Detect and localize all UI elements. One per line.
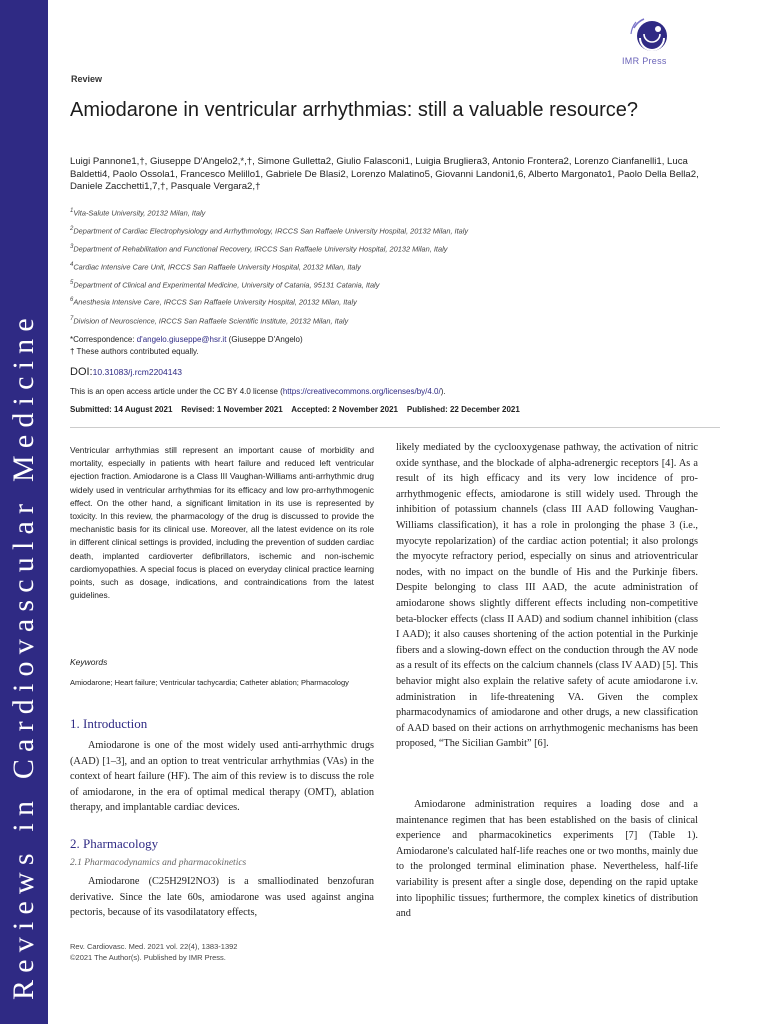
footer-copyright: ©2021 The Author(s). Published by IMR Press.	[70, 953, 226, 962]
equal-contribution-note: † These authors contributed equally.	[70, 347, 199, 356]
affiliation: $^1$Vita-Salute University, 20132 Milan, Italy	[70, 208, 206, 218]
journal-title: Reviews in Cardiovascular Medicine	[7, 311, 40, 1000]
article-type: Review	[71, 74, 103, 84]
affiliation: $^5$Department of Clinical and Experimental Medicine, University of Catania, 95131 Catania, Italy	[70, 280, 380, 290]
affiliation: $^6$Anesthesia Intensive Care, IRCCS San Raffaele University Hospital, 20132 Milan, Italy	[70, 297, 357, 307]
affiliation: $^7$Division of Neuroscience, IRCCS San Raffaele Scientific Institute, 20132 Milan, Italy	[70, 316, 349, 326]
affiliation: $^2$Department of Cardiac Electrophysiology and Arrhythmology, IRCCS San Raffaele University Hospital, 20132 Milan, Italy	[70, 226, 469, 236]
doi-link[interactable]: 10.31083/j.rcm2204143	[92, 367, 182, 377]
correspondence-email-link[interactable]: d'angelo.giuseppe@hsr.it	[136, 335, 227, 344]
introduction-text: Amiodarone is one of the most widely used anti-arrhythmic drugs (AAD) [1–3], and an option to treat ventricular arrhythmias (VAs) in the context of heart failure (HF). The aim of this review is to discuss the role of amiodarone, in the era of optimal medical therapy (OMT), ablation therapy, and implantable cardiac devices.	[70, 740, 374, 814]
publisher-name: IMR Press	[622, 56, 667, 66]
article-dates: Submitted: 14 August 2021 Revised: 1 November 2021 Accepted: 2 November 2021 Published: 22 December 2021	[70, 405, 520, 414]
pharmacology-subheading: 2.1 Pharmacodynamics and pharmacokinetics	[70, 858, 247, 868]
column2-paragraph-2: Amiodarone administration requires a loading dose and a maintenance regimen that has been established on the basis of clinical experience and pharmacokinetics experiments [7] (Table 1). Amiodarone's calculated half-life reaches one or two months, mainly due to the prolonged terminal elimination phase. Nevertheless, half-life variability is present after a single dose, depending on the rapid uptake into lipophilic tissues; furthermore, the complex kinetics of distribution and	[396, 799, 698, 920]
doi: DOI:10.31083/j.rcm2204143	[70, 366, 182, 378]
keywords-heading: Keywords	[70, 657, 108, 667]
journal-sidebar	[0, 0, 48, 1024]
license-link[interactable]: https://creativecommons.org/licenses/by/4.0/	[282, 387, 441, 396]
pharmacology-heading: 2. Pharmacology	[70, 836, 159, 851]
introduction-heading: 1. Introduction	[70, 716, 148, 731]
article-title: Amiodarone in ventricular arrhythmias: still a valuable resource?	[70, 99, 639, 121]
abstract: Ventricular arrhythmias still represent an important cause of morbidity and mortality, especially in patients with heart failure and reduced left ventricular ejection fraction. Amiodarone is a Class III Vaughan-Williams anti-arrhythmic drug widely used in ventricular arrhythmias for its efficacy and low pro-arrhythmogenic effect. On the other hand, a significant limitation in its use is represented by toxicity. In this review, the pharmacology of the drug is discussed to provide the mechanistic basis for its clinical use. Moreover, all the latest evidence on its role in different clinical settings is provided, including the prevention of sudden cardiac death, implanted cardioverter defibrillators, ischemic and non-ischemic cardiomyopathies. A special focus is placed on everyday clinical practice learning points, such as dosage, indications, and contraindications from the latest guidelines.	[70, 445, 374, 601]
affiliation: $^4$Cardiac Intensive Care Unit, IRCCS San Raffaele University Hospital, 20132 Milan, Italy	[70, 262, 361, 272]
license-note: This is an open access article under the CC BY 4.0 license (https://creativecommons.org/licenses/by/4.0/).	[70, 387, 446, 396]
pharmacology-text: Amiodarone (C25H29I2NO3) is a smalliodinated benzofuran derivative. Since the late 60s, amiodarone was used against angina pectoris, because of its vasodilatatory effects,	[70, 876, 374, 919]
correspondence: *Correspondence: d'angelo.giuseppe@hsr.it (Giuseppe D'Angelo)	[70, 335, 303, 344]
footer-citation: Rev. Cardiovasc. Med. 2021 vol. 22(4), 1383-1392	[70, 942, 238, 951]
author-list: Luigi Pannone1,†, Giuseppe D'Angelo2,*,†, Simone Gulletta2, Giulio Falasconi1, Luigia Brugliera3, Antonio Frontera2, Lorenzo Cianfanelli1, Luca Baldetti4, Paolo Ossola1, Francesco Melillo1, Gabriele De Blasi2, Lorenzo Malatino5, Giovanni Landoni1,6, Alberto Margonato1, Paolo Della Bella2, Daniele Zacchetti1,7,†, Pasquale Vergara2,†	[70, 156, 699, 192]
keywords: Amiodarone; Heart failure; Ventricular tachycardia; Catheter ablation; Pharmacology	[70, 678, 349, 687]
affiliation: $^3$Department of Rehabilitation and Functional Recovery, IRCCS San Raffaele University Hospital, 20132 Milan, Italy	[70, 244, 448, 254]
column2-paragraph-1: likely mediated by the cyclooxygenase pathway, the activation of nitric oxide synthase, and the blockade of alpha-adrenergic receptors [4]. As a result of its high efficacy and its very low incidence of pro-arrhythmogenic effects, amiodarone is still widely used. Through the inhibition of potassium channels (class III AAD following Vaughan-Williams classification), it has a role in prolonging the phase 3 (i.e., myocyte repolarization) of the cardiac action potential; it also prolongs the myocyte refractory period, especially on sinus and atrioventricular nodes, with no impact on the bundle of His and the Purkinje fibers. Despite belonging to class III AAD, the acute administration of amiodarone shows slightly different effects including non-competitive beta-blocker effects (class II AAD) and sodium channel inhibition (class I AAD); it also causes shortening of the action potential in the Purkinje fibers and a slowing-down effect on the conduction through the AV node as a result of its effects on the calcium channels (class IV AAD) [5]. This behavior might also explain the relative safety of acute amiodarone i.v. administration in life-threatening VA. Given the complex pharmacodynamics of amiodarone and other drugs, a new classification of AAD based on their actions on arrhythmogenic mechanisms has been proposed, “The Sicilian Gambit” [6].	[396, 442, 698, 750]
footer	[70, 941, 237, 963]
divider	[70, 427, 720, 428]
